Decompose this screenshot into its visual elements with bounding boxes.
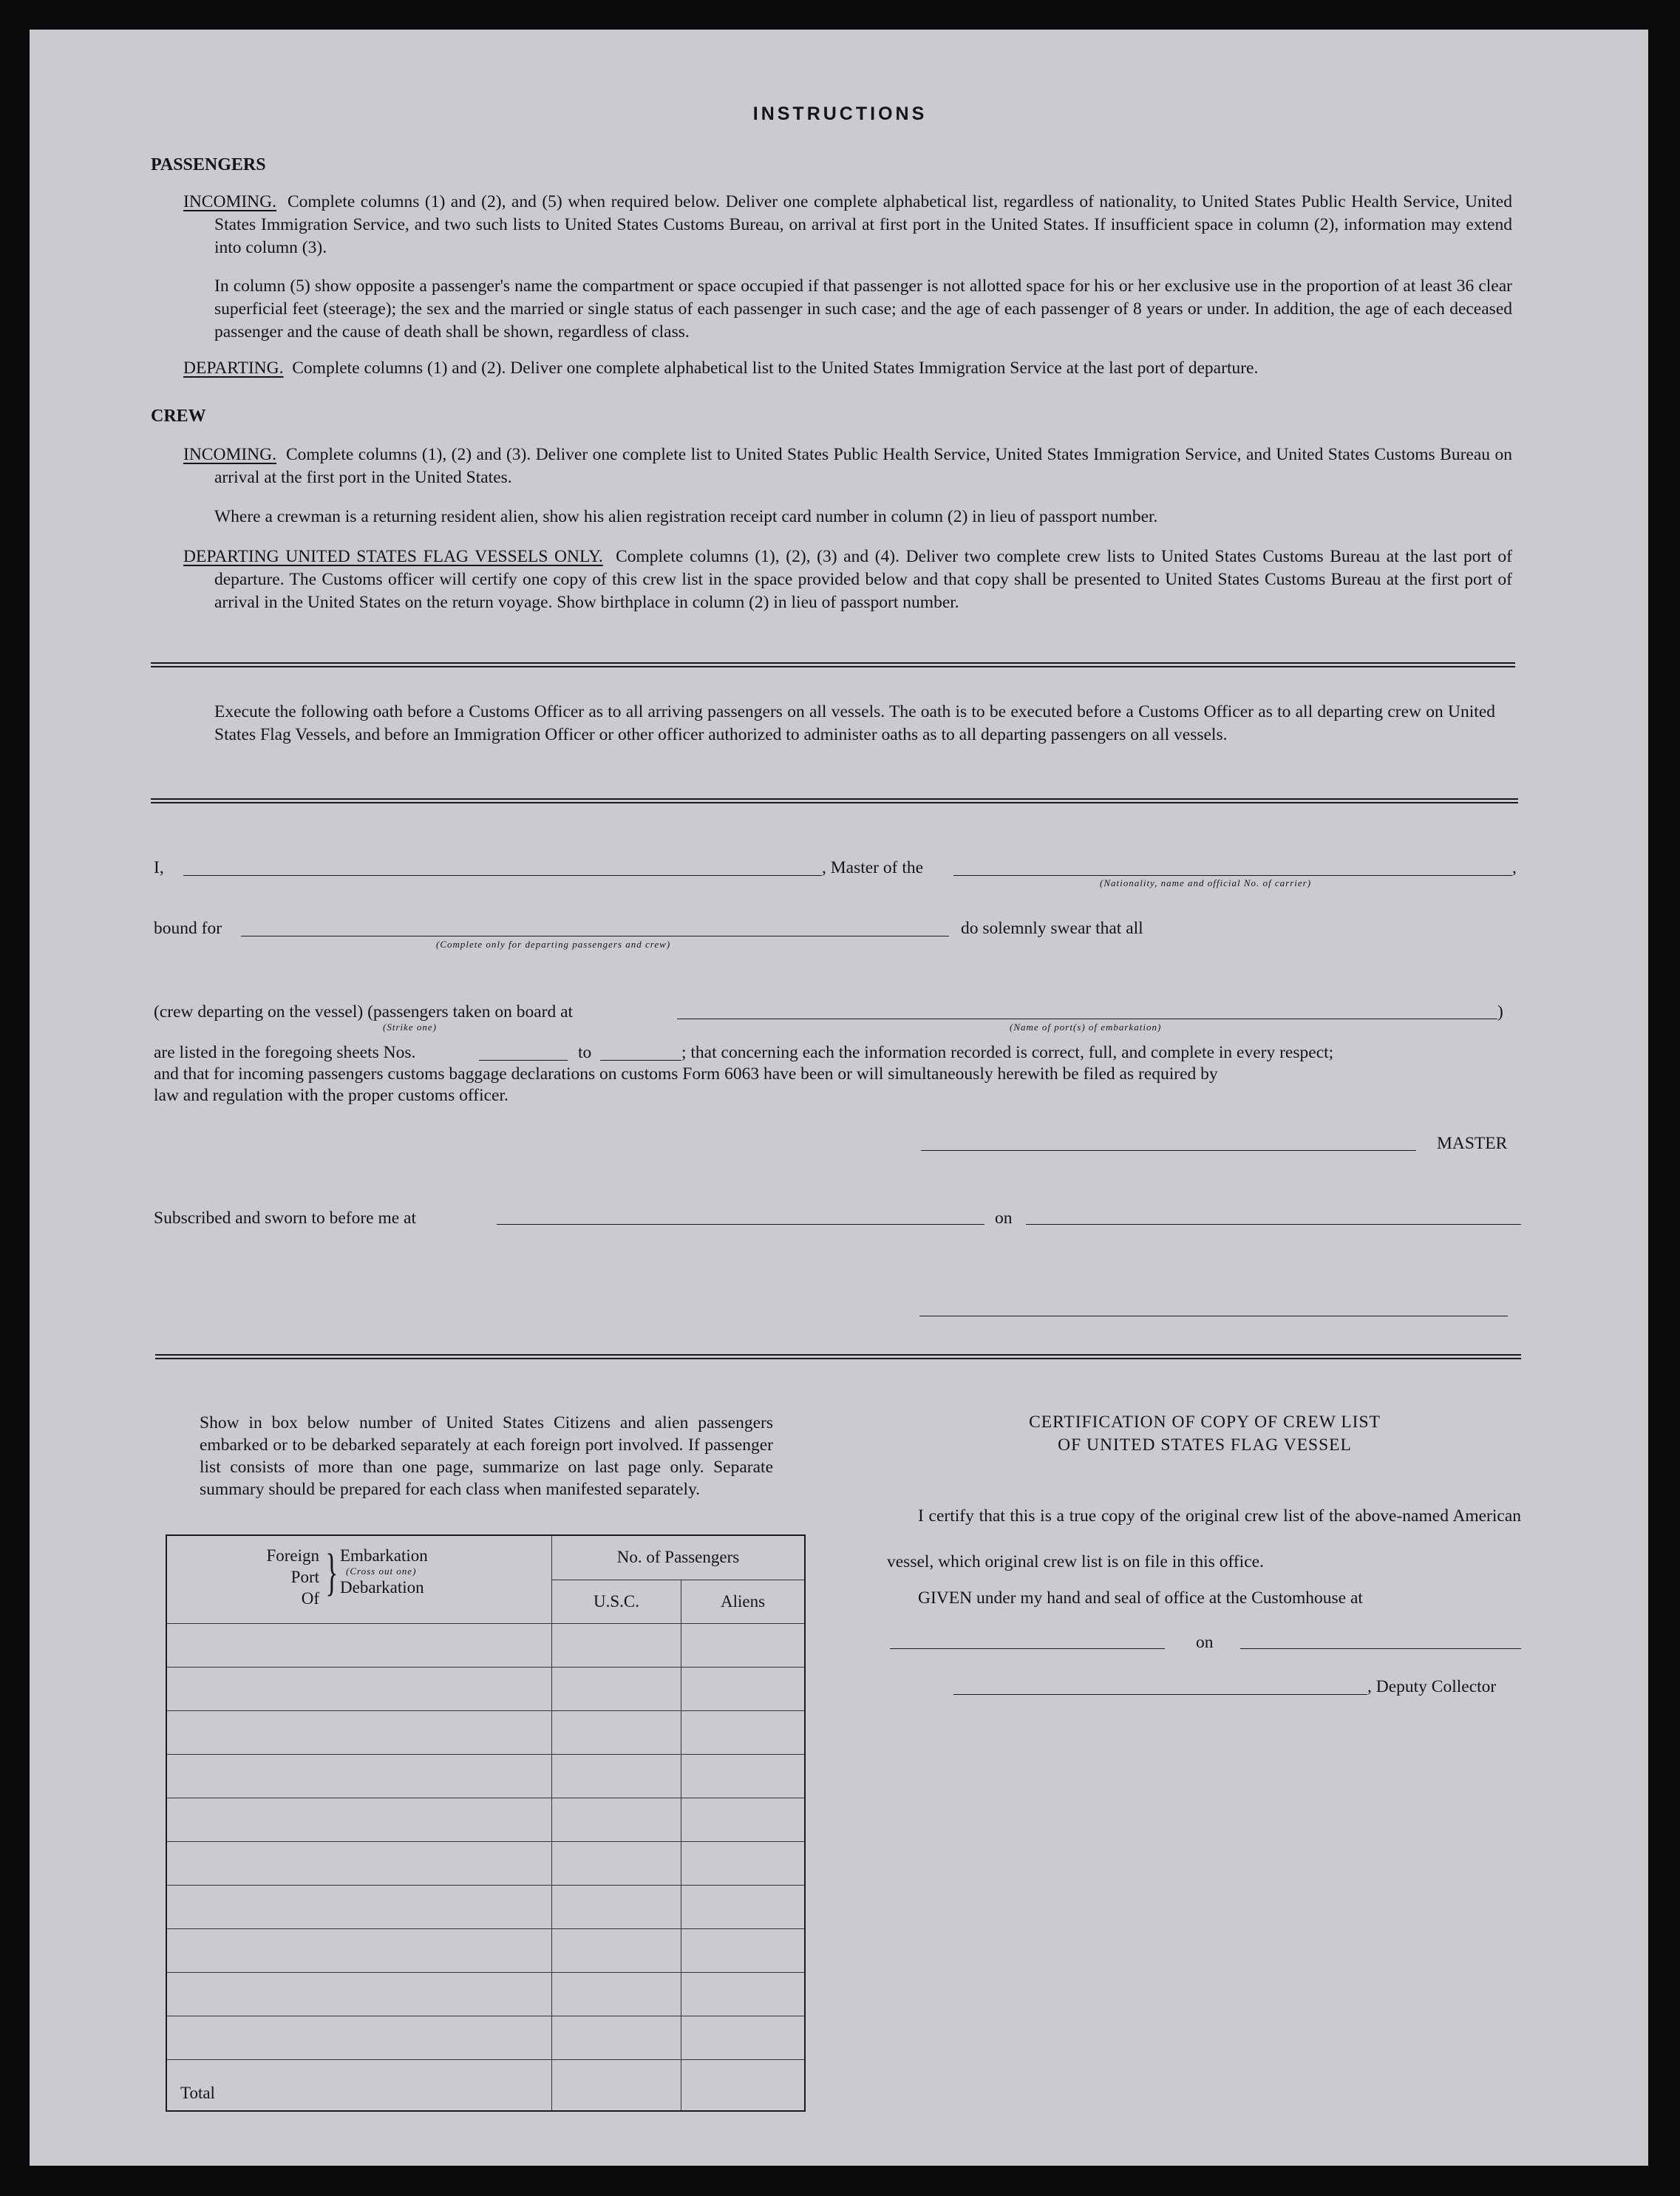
table-row (166, 1886, 805, 1929)
table-row (166, 1798, 805, 1842)
port-cell[interactable] (166, 1973, 552, 2016)
crew-departing-label: DEPARTING UNITED STATES FLAG VESSELS ONLY. (183, 547, 603, 566)
certification-title: CERTIFICATION OF COPY OF CREW LIST (1029, 1413, 1381, 1432)
crew-incoming-label: INCOMING. (183, 445, 276, 464)
passenger-summary-table (166, 1534, 806, 2112)
port-cell[interactable] (166, 1755, 552, 1798)
aliens-cell[interactable] (681, 1624, 806, 1668)
oath-instruction: Execute the following oath before a Customs Officer as to all arriving passengers on all vessels. The oath is to be executed before a Customs Officer as to all departing crew on United States Flag Vessels, and before an Immigration Officer or other officer authorized to administer oaths as to all departing passengers on all vessels. (214, 702, 1495, 744)
cross-out-caption: (Cross out one) (346, 1566, 417, 1577)
usc-cell[interactable] (552, 1624, 681, 1668)
deputy-collector-signature[interactable] (953, 1694, 1367, 1695)
certify-paragraph: I certify that this is a true copy of the original crew list of the above-named American vessel, which original crew list is on file in this office. (887, 1506, 1521, 1571)
sheet-to-field[interactable] (600, 1060, 681, 1061)
bound-caption: (Complete only for departing passengers and crew) (436, 939, 671, 950)
port-cell[interactable] (166, 1842, 552, 1886)
comma: , (1512, 858, 1517, 877)
aliens-cell[interactable] (681, 1929, 806, 1973)
aliens-cell[interactable] (681, 1842, 806, 1886)
table-row (166, 1624, 805, 1668)
crew-departing-paragraph (183, 545, 1512, 614)
listed-text-2: and that for incoming passengers customs baggage declarations on customs Form 6063 have been or will simultaneously herewith be filed as required by (154, 1064, 1218, 1084)
port-cell[interactable] (166, 1668, 552, 1711)
no-of-passengers-header: No. of Passengers (552, 1535, 806, 1580)
table-row (166, 1668, 805, 1711)
crew-incoming-text: Complete columns (1), (2) and (3). Deliver one complete list to United States Public Health Service, United States Immigration Service, and United States Customs Bureau on arrival at the first port in the United States. (214, 445, 1513, 487)
passengers-departing-paragraph (183, 357, 1512, 380)
aliens-cell[interactable] (681, 2016, 806, 2060)
foreign-label: Foreign (266, 1546, 319, 1565)
table-row (166, 1711, 805, 1755)
total-row (166, 2060, 805, 2112)
brace-icon: } (325, 1544, 339, 1601)
customhouse-field[interactable] (890, 1648, 1165, 1649)
aliens-cell[interactable] (681, 1711, 806, 1755)
table-row (166, 1929, 805, 1973)
passengers-incoming-paragraph (183, 191, 1512, 259)
port-cell[interactable] (166, 1711, 552, 1755)
usc-cell[interactable] (552, 1929, 681, 1973)
strike-caption: (Strike one) (383, 1021, 438, 1033)
passengers-heading: PASSENGERS (151, 155, 266, 174)
aliens-header: Aliens (681, 1580, 806, 1624)
oath-i-label: I, (154, 858, 164, 877)
port-cell[interactable] (166, 1624, 552, 1668)
bound-for-label: bound for (154, 919, 222, 938)
sworn-date-field[interactable] (1026, 1224, 1521, 1225)
crew-incoming-paragraph (183, 443, 1512, 489)
port-header-cell (166, 1535, 552, 1624)
usc-cell[interactable] (552, 1711, 681, 1755)
usc-cell[interactable] (552, 1668, 681, 1711)
aliens-cell[interactable] (681, 1798, 806, 1842)
crew-departing-text: Complete columns (1), (2), (3) and (4). Deliver two complete crew lists to United States Customs Bureau at the last port of departure. The Customs officer will certify one copy of this crew list in the space provided below and that copy shall be presented to United States Customs Bureau at the first port of arrival in the United States on the return voyage. Show birthplace in column (2) in lieu of passport number. (214, 547, 1513, 612)
table-row (166, 1842, 805, 1886)
usc-header: U.S.C. (552, 1580, 681, 1624)
port-cell[interactable] (166, 1886, 552, 1929)
table-row (166, 1973, 805, 2016)
given-text: GIVEN under my hand and seal of office at the Customhouse at (918, 1588, 1363, 1608)
divider (151, 662, 1515, 667)
master-label: MASTER (1437, 1134, 1508, 1153)
deputy-collector-label: , Deputy Collector (1367, 1677, 1497, 1696)
to-label: to (578, 1043, 592, 1062)
sworn-on-label: on (995, 1209, 1013, 1228)
certification-subtitle: OF UNITED STATES FLAG VESSEL (1058, 1435, 1352, 1455)
debarkation-option[interactable]: Debarkation (340, 1578, 424, 1597)
master-signature-field[interactable] (921, 1150, 1416, 1151)
master-of-the-label: , Master of the (822, 858, 924, 877)
aliens-cell[interactable] (681, 1668, 806, 1711)
subscribed-label: Subscribed and sworn to before me at (154, 1209, 417, 1228)
master-name-field[interactable] (183, 875, 822, 876)
aliens-cell[interactable] (681, 1755, 806, 1798)
aliens-cell[interactable] (681, 1886, 806, 1929)
passengers-incoming-text: Complete columns (1) and (2), and (5) when required below. Deliver one complete alphabetical list, regardless of nationality, to United States Public Health Service, United States Immigration Service, and two such lists to United States Customs Bureau, on arrival at first port in the United States. If insufficient space in column (2), information may extend into column (3). (214, 192, 1512, 257)
ports-caption: (Name of port(s) of embarkation) (1010, 1021, 1162, 1033)
carrier-field[interactable] (953, 875, 1512, 876)
close-paren: ) (1497, 1002, 1503, 1021)
certification-on-label: on (1196, 1633, 1214, 1652)
divider (155, 1354, 1521, 1359)
listed-text-3: law and regulation with the proper customs officer. (154, 1086, 509, 1105)
listed-sheets-label: are listed in the foregoing sheets Nos. (154, 1043, 416, 1062)
usc-cell[interactable] (552, 1973, 681, 2016)
carrier-caption: (Nationality, name and official No. of carrier) (1100, 877, 1312, 888)
passengers-incoming-label: INCOMING. (183, 192, 276, 211)
of-label: Of (301, 1589, 319, 1608)
crew-passengers-label: (crew departing on the vessel) (passengers taken on board at (154, 1002, 574, 1021)
port-cell[interactable] (166, 1929, 552, 1973)
aliens-cell[interactable] (681, 1973, 806, 2016)
aliens-total-cell[interactable] (681, 2060, 806, 2112)
usc-cell[interactable] (552, 1798, 681, 1842)
port-cell[interactable] (166, 2016, 552, 2060)
usc-total-cell[interactable] (552, 2060, 681, 2112)
swear-label: do solemnly swear that all (961, 919, 1143, 938)
usc-cell[interactable] (552, 1755, 681, 1798)
usc-cell[interactable] (552, 2016, 681, 2060)
total-label: Total (166, 2060, 552, 2112)
usc-cell[interactable] (552, 1886, 681, 1929)
resident-alien-paragraph: Where a crewman is a returning resident alien, show his alien registration receipt card number in column (2) in lieu of passport number. (214, 507, 1158, 526)
table-row (166, 1755, 805, 1798)
port-cell[interactable] (166, 1798, 552, 1842)
listed-text: ; that concerning each the information recorded is correct, full, and complete in every respect; (681, 1043, 1334, 1062)
usc-cell[interactable] (552, 1842, 681, 1886)
sworn-place-field[interactable] (497, 1224, 984, 1225)
instructions-title: INSTRUCTIONS (752, 103, 928, 124)
certification-date-field[interactable] (1240, 1648, 1521, 1649)
passengers-departing-label: DEPARTING. (183, 358, 284, 378)
divider (151, 798, 1518, 803)
summary-instruction: Show in box below number of United States Citizens and alien passengers embarked or to be debarked separately at each foreign port involved. If passenger list consists of more than one page, summarize on last page only. Separate summary should be prepared for each class when manifested separately. (200, 1413, 773, 1499)
compartment-paragraph: In column (5) show opposite a passenger's name the compartment or space occupied if that passenger is not allotted space for his or her exclusive use in the proportion of at least 36 clear superficial feet (steerage); the sex and the married or single status of each passenger in such case; and the age of each passenger of 8 years or under. In addition, the age of each deceased passenger and the cause of death shall be shown, regardless of class. (214, 276, 1512, 341)
embarkation-option[interactable]: Embarkation (340, 1546, 428, 1565)
sheet-from-field[interactable] (479, 1060, 568, 1061)
passengers-departing-text: Complete columns (1) and (2). Deliver one complete alphabetical list to the United States Immigration Service at the last port of departure. (292, 358, 1259, 378)
crew-heading: CREW (151, 407, 206, 426)
table-row (166, 2016, 805, 2060)
port-label: Port (290, 1568, 319, 1586)
